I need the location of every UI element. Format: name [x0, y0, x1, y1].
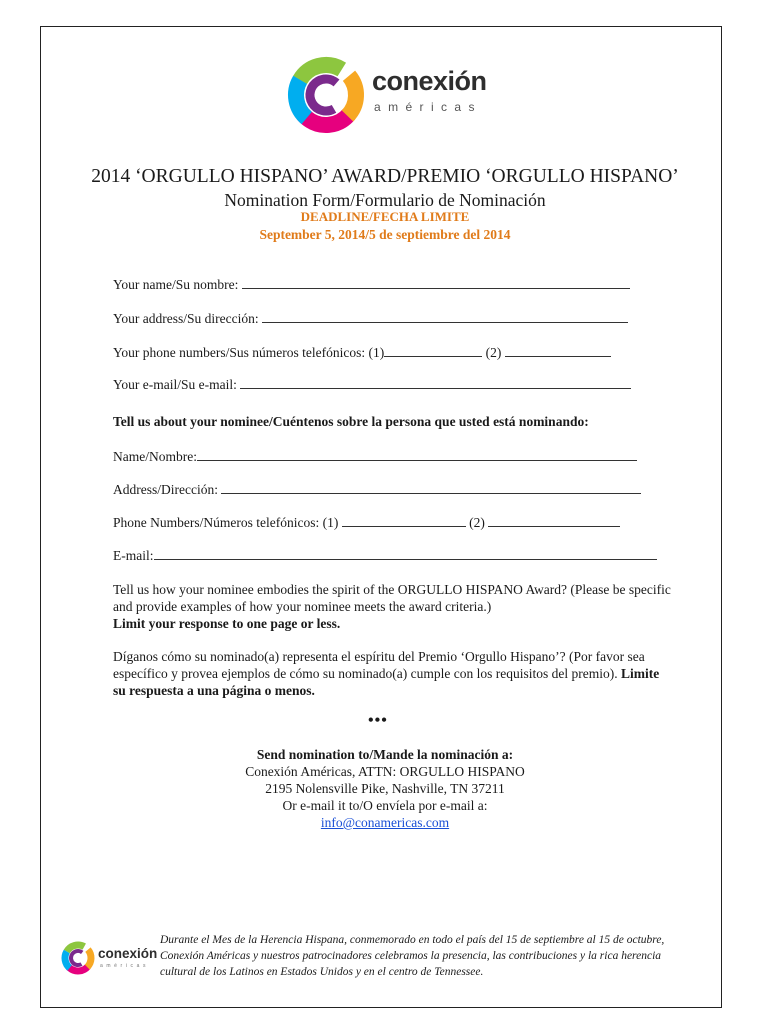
your-name-field	[113, 277, 630, 293]
your-address-field	[113, 311, 628, 327]
nominee-phone-2-line[interactable]	[488, 515, 620, 527]
instructions-spanish	[113, 648, 673, 699]
footer-logo	[60, 936, 158, 980]
deadline-label: DEADLINE/FECHA LIMITE	[300, 209, 470, 224]
nominee-email-label: E-mail:	[113, 548, 154, 563]
your-email-field	[113, 377, 631, 393]
send-heading: Send nomination to/Mande la nominación a:	[256, 747, 514, 762]
send-email-link[interactable]: info@conamericas.com	[320, 815, 450, 830]
your-name-line[interactable]	[242, 277, 630, 289]
logo-subtitle: américas	[374, 100, 482, 114]
nominee-email-field	[113, 548, 657, 564]
nominee-heading: Tell us about your nominee/Cuéntenos sobre la persona que usted está nominando:	[113, 414, 589, 429]
send-line-2: 2195 Nolensville Pike, Nashville, TN 37211	[265, 781, 505, 796]
nominee-phone-label: Phone Numbers/Números telefónicos: (1)	[113, 515, 339, 530]
your-phone-field	[113, 345, 611, 361]
nominee-name-label: Name/Nombre:	[113, 449, 197, 464]
footer-logo-mark-icon	[60, 936, 98, 980]
instructions-english-text: Tell us how your nominee embodies the spirit of the ORGULLO HISPANO Award? (Please be specific and provide examples of how your nominee meets the award criteria.)	[113, 582, 671, 614]
nominee-phone-field	[113, 515, 620, 531]
instructions-spanish-text: Díganos cómo su nominado(a) representa el espíritu del Premio ‘Orgullo Hispano’? (Por favor sea específico y provea ejemplos de cómo su nominado(a) cumple con los requisitos del premio).	[113, 649, 645, 681]
nominee-phone-1-line[interactable]	[342, 515, 466, 527]
footer-text: Durante el Mes de la Herencia Hispana, conmemorado en todo el país del 15 de septiembre al 15 de octubre, Conexión Américas y nuestros patrocinadores celebramos la presencia, las contribuciones y la rica herencia cultural de los Latinos en Estados Unidos y en el centro de Tennessee.	[160, 934, 665, 978]
footer-logo-wordmark: conexión	[98, 946, 158, 961]
separator-dots: •••	[368, 712, 388, 729]
your-address-label: Your address/Su dirección:	[113, 311, 259, 326]
nominee-address-label: Address/Dirección:	[113, 482, 218, 497]
logo-mark-icon	[282, 52, 370, 138]
instructions-spanish-limit: Limite su respuesta a una página o menos.	[113, 666, 660, 698]
form-title: 2014 ‘ORGULLO HISPANO’ AWARD/PREMIO ‘ORGULLO HISPANO’	[91, 166, 679, 187]
your-name-label: Your name/Su nombre:	[113, 277, 239, 292]
your-address-line[interactable]	[262, 311, 628, 323]
your-phone-2-label: (2)	[485, 345, 502, 360]
nominee-name-line[interactable]	[197, 449, 637, 461]
nominee-address-line[interactable]	[221, 482, 641, 494]
footer-logo-subtitle: américas	[100, 963, 150, 969]
your-email-line[interactable]	[240, 377, 631, 389]
form-subtitle: Nomination Form/Formulario de Nominación	[224, 190, 546, 210]
your-phone-1-line[interactable]	[384, 345, 482, 357]
instructions-english-limit: Limit your response to one page or less.	[113, 616, 341, 631]
conexion-americas-logo	[282, 52, 492, 138]
logo-wordmark: conexión	[372, 66, 487, 96]
your-phone-2-line[interactable]	[505, 345, 611, 357]
nominee-phone-2-label: (2)	[469, 515, 485, 530]
nominee-name-field	[113, 449, 637, 465]
send-line-1: Conexión Américas, ATTN: ORGULLO HISPANO	[245, 764, 525, 779]
instructions-english	[113, 581, 673, 632]
nominee-email-line[interactable]	[154, 548, 657, 560]
deadline-date: September 5, 2014/5 de septiembre del 2014	[259, 227, 511, 242]
nominee-address-field	[113, 482, 641, 498]
your-email-label: Your e-mail/Su e-mail:	[113, 377, 237, 392]
send-line-3: Or e-mail it to/O envíela por e-mail a:	[282, 798, 488, 813]
your-phone-label: Your phone numbers/Sus números telefónicos: (1)	[113, 345, 385, 360]
send-section	[160, 746, 610, 831]
